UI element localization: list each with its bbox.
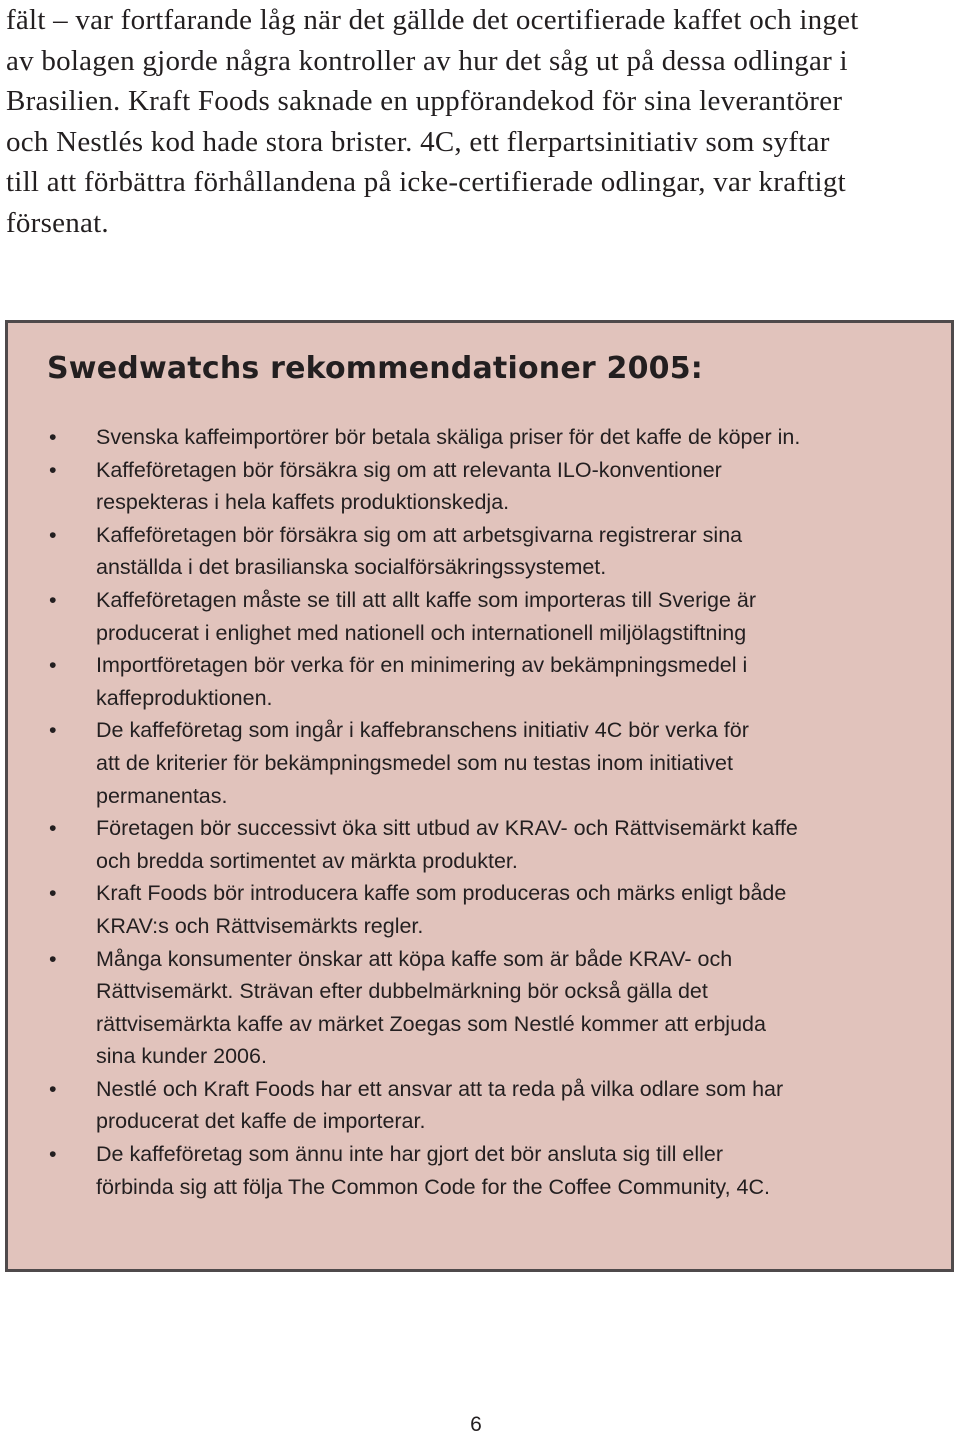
bullet-icon: • bbox=[49, 425, 57, 449]
intro-paragraph bbox=[6, 0, 950, 243]
list-item-line: Kaffeföretagen bör försäkra sig om att relevanta ILO-konventioner bbox=[96, 457, 722, 482]
list-item bbox=[8, 649, 951, 714]
list-item-line: rättvisemärkta kaffe av märket Zoegas som Nestlé kommer att erbjuda bbox=[96, 1011, 766, 1036]
bullet-icon: • bbox=[49, 718, 57, 743]
intro-line: och Nestlés kod hade stora brister. 4C, ett flerpartsinitiativ som syftar bbox=[6, 125, 830, 158]
recommendations-title: Swedwatchs rekommendationer 2005: bbox=[47, 351, 703, 386]
bullet-icon: • bbox=[49, 522, 57, 547]
bullet-icon: • bbox=[49, 1076, 57, 1101]
bullet-icon: • bbox=[49, 653, 57, 678]
list-item-line: respekteras i hela kaffets produktionskedja. bbox=[96, 490, 510, 515]
list-item bbox=[8, 1073, 951, 1138]
list-item-line: anställda i det brasilianska socialförsäkringssystemet. bbox=[96, 555, 607, 580]
bullet-icon: • bbox=[49, 816, 57, 841]
bullet-icon: • bbox=[49, 457, 57, 482]
intro-line: fält – var fortfarande låg när det gällde det ocertifierade kaffet och inget bbox=[6, 4, 859, 36]
list-item bbox=[8, 584, 951, 649]
page-number: 6 bbox=[470, 1413, 482, 1436]
recommendations-list bbox=[8, 421, 951, 1203]
list-item-line: Kaffeföretagen måste se till att allt kaffe som importeras till Sverige är bbox=[96, 587, 757, 612]
list-item bbox=[8, 421, 951, 454]
list-item-line: att de kriterier för bekämpningsmedel som nu testas inom initiativet bbox=[96, 750, 733, 775]
list-item-line: Företagen bör successivt öka sitt utbud av KRAV- och Rättvisemärkt kaffe bbox=[96, 816, 798, 841]
intro-line: till att förbättra förhållandena på icke-certifierade odlingar, var kraftigt bbox=[6, 166, 846, 198]
list-item-line: producerat i enlighet med nationell och internationell miljölagstiftning bbox=[96, 620, 747, 645]
list-item-line: KRAV:s och Rättvisemärkts regler. bbox=[96, 913, 424, 938]
list-item-line: De kaffeföretag som ingår i kaffebranschens initiativ 4C bör verka för bbox=[96, 718, 749, 743]
bullet-icon: • bbox=[49, 881, 57, 906]
list-item bbox=[8, 714, 951, 812]
intro-line: av bolagen gjorde några kontroller av hur det såg ut på dessa odlingar i bbox=[6, 44, 848, 77]
list-item bbox=[8, 1138, 951, 1203]
list-item-line: sina kunder 2006. bbox=[96, 1044, 267, 1069]
list-item-line: Nestlé och Kraft Foods har ett ansvar att ta reda på vilka odlare som har bbox=[96, 1076, 784, 1101]
list-item-line: producerat det kaffe de importerar. bbox=[96, 1109, 426, 1134]
list-item-line: permanentas. bbox=[96, 783, 228, 808]
bullet-icon: • bbox=[49, 1142, 57, 1167]
bullet-icon: • bbox=[49, 587, 57, 612]
list-item-line: Kaffeföretagen bör försäkra sig om att arbetsgivarna registrerar sina bbox=[96, 522, 743, 547]
list-item bbox=[8, 454, 951, 519]
recommendations-box bbox=[5, 320, 954, 1272]
list-item-line: Många konsumenter önskar att köpa kaffe som är både KRAV- och bbox=[96, 946, 733, 971]
list-item-line: Rättvisemärkt. Strävan efter dubbelmärkning bör också gälla det bbox=[96, 979, 708, 1004]
list-item bbox=[8, 812, 951, 877]
list-item bbox=[8, 877, 951, 942]
list-item-line: Svenska kaffeimportörer bör betala skäliga priser för det kaffe de köper in. bbox=[96, 425, 801, 449]
list-item-line: De kaffeföretag som ännu inte har gjort det bör ansluta sig till eller bbox=[96, 1142, 724, 1167]
list-item-line: förbinda sig att följa The Common Code for the Coffee Community, 4C. bbox=[96, 1174, 770, 1199]
list-item bbox=[8, 519, 951, 584]
list-item-line: Kraft Foods bör introducera kaffe som produceras och märks enligt både bbox=[96, 881, 787, 906]
list-item-line: kaffeproduktionen. bbox=[96, 685, 273, 710]
bullet-icon: • bbox=[49, 946, 57, 971]
list-item-line: Importföretagen bör verka för en minimering av bekämpningsmedel i bbox=[96, 653, 748, 678]
list-item bbox=[8, 943, 951, 1073]
intro-line: försenat. bbox=[6, 206, 109, 239]
list-item-line: och bredda sortimentet av märkta produkter. bbox=[96, 848, 518, 873]
intro-line: Brasilien. Kraft Foods saknade en uppförandekod för sina leverantörer bbox=[6, 85, 843, 117]
